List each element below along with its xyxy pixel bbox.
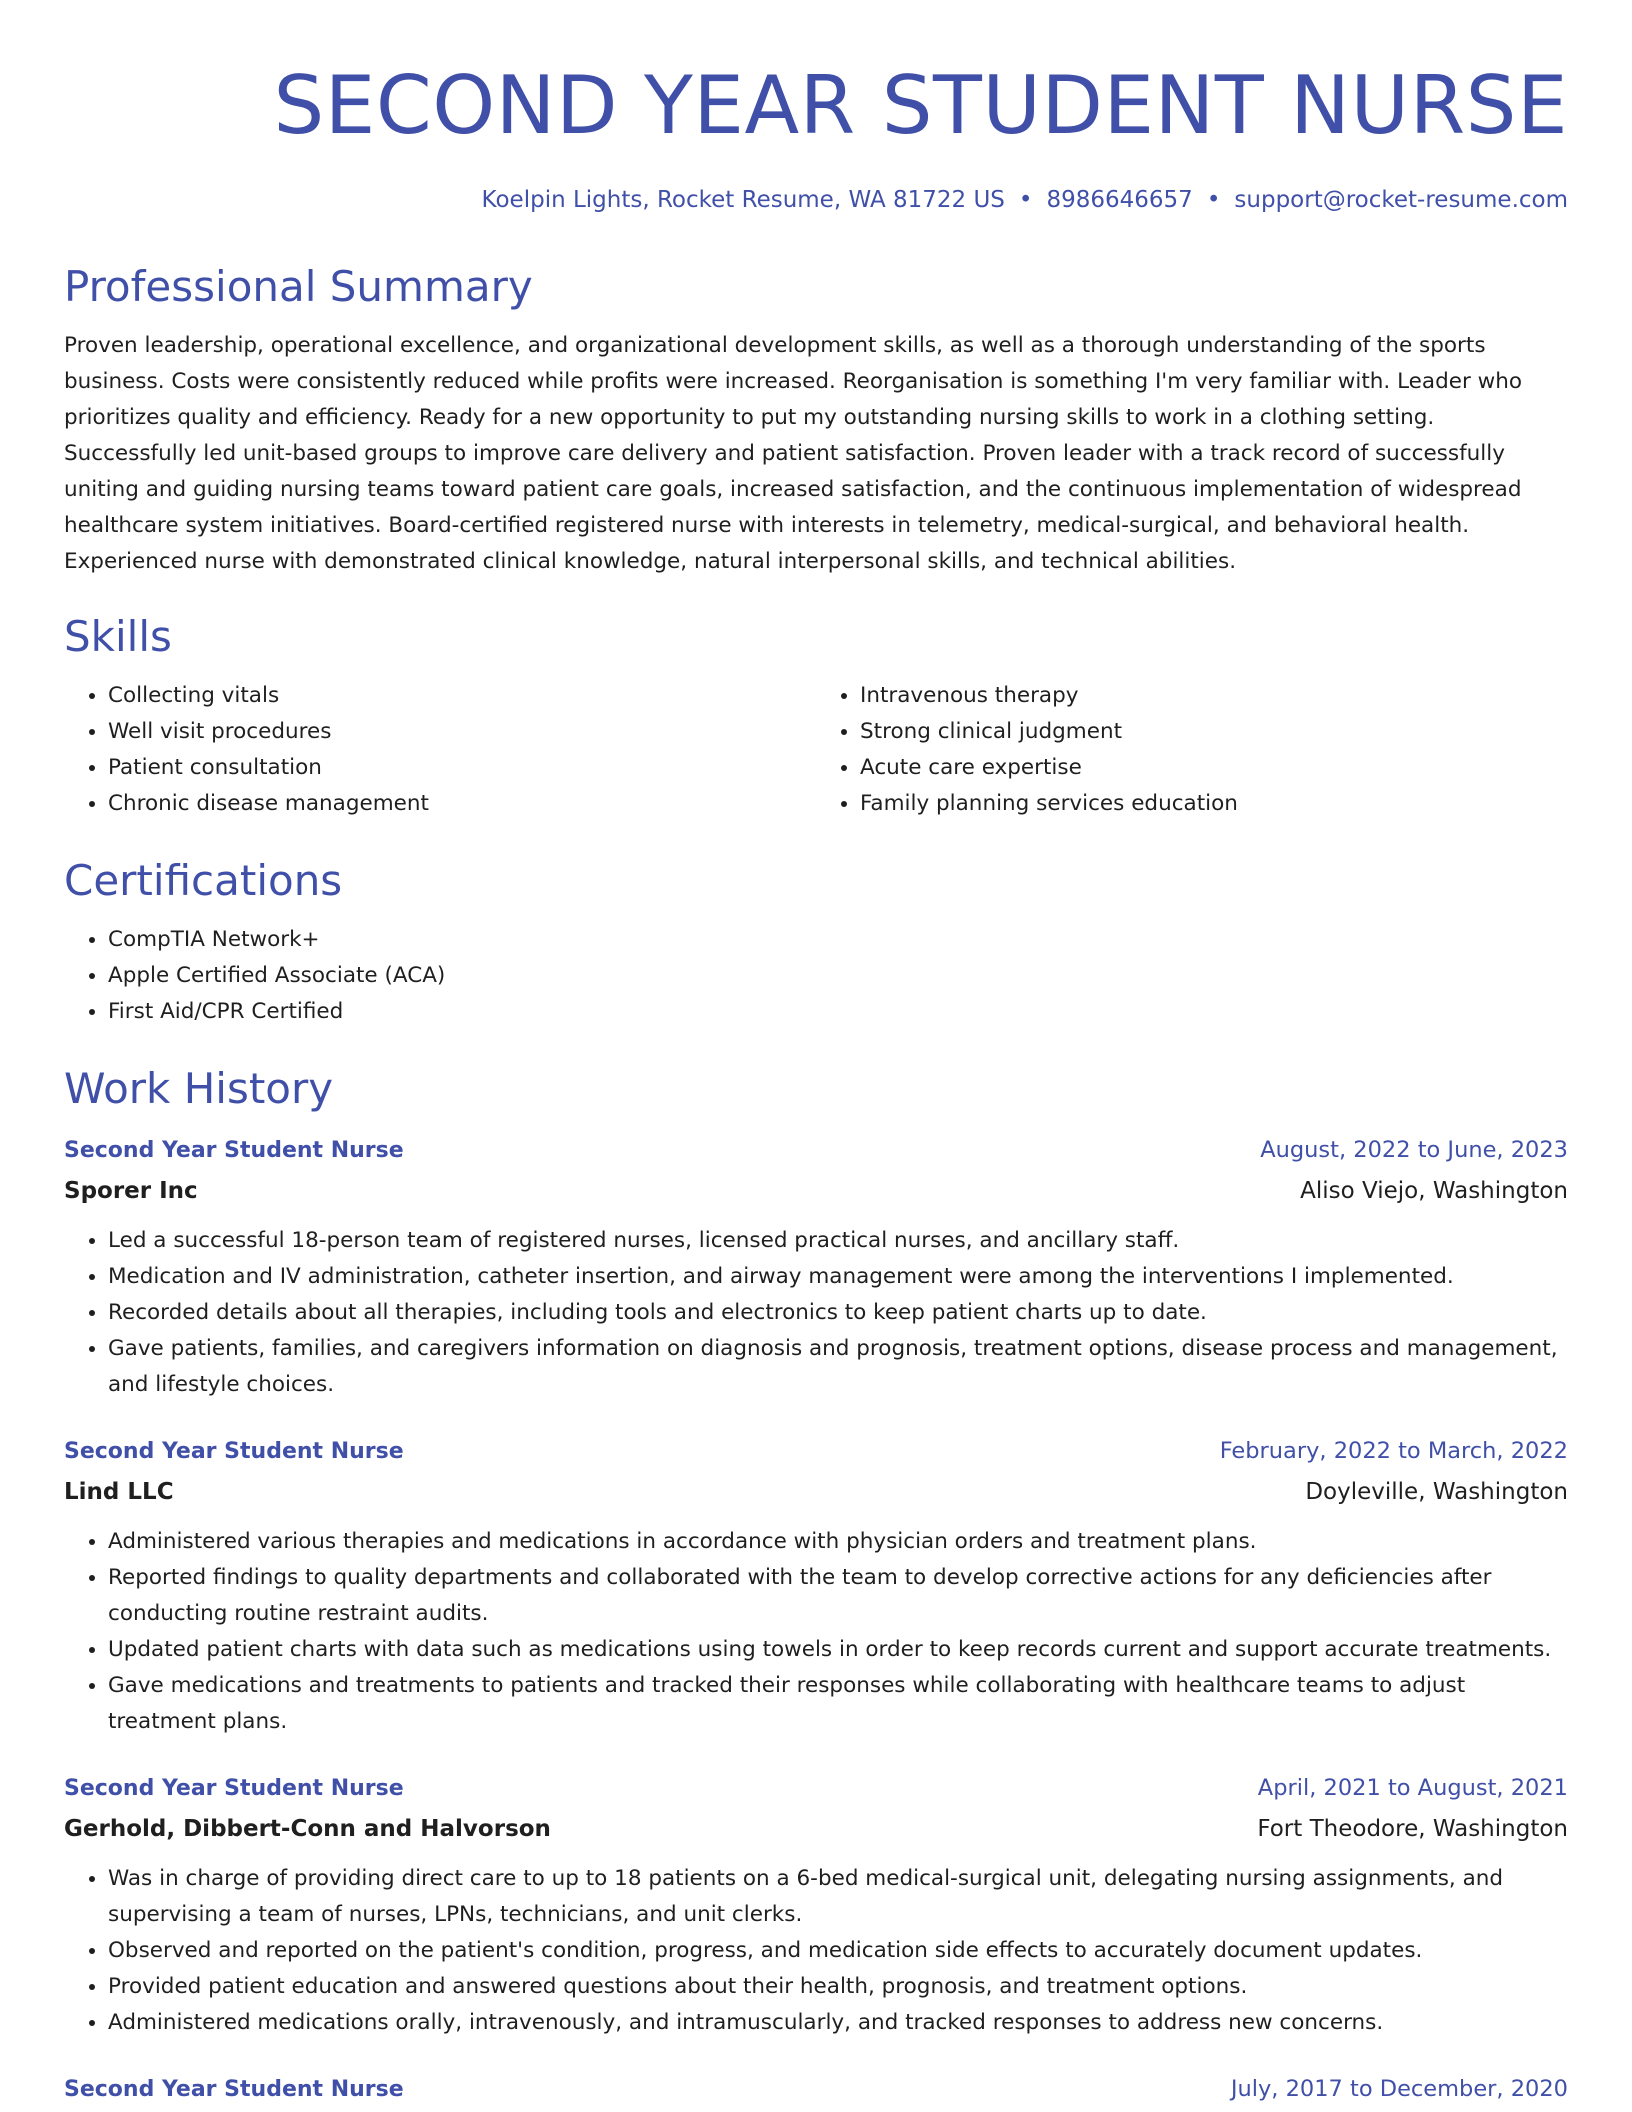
contact-separator: • <box>1206 187 1221 213</box>
job-title: Second Year Student Nurse <box>64 2077 404 2102</box>
job-bullet: • Medication and IV administration, catheter insertion, and airway management were among the interventions I implemented. <box>108 1259 1568 1295</box>
skills-column-left <box>64 678 816 822</box>
skill-item: • Strong clinical judgment <box>860 714 1568 750</box>
job-company: Gerhold, Dibbert-Conn and Halvorson <box>64 1816 551 1842</box>
job-title: Second Year Student Nurse <box>64 1776 404 1801</box>
job-title: Second Year Student Nurse <box>64 1138 404 1163</box>
job-bullet: • Provided patient education and answered questions about their health, prognosis, and treatment options. <box>108 1969 1568 2005</box>
skills-list <box>64 678 1568 822</box>
job-company: Lind LLC <box>64 1479 174 1505</box>
job-company-row <box>64 1809 1568 1849</box>
job-location: Aliso Viejo, Washington <box>1300 1178 1568 1204</box>
job-header-row <box>64 1130 1568 1171</box>
certification-item: • CompTIA Network+ <box>108 922 1568 958</box>
certifications-list <box>64 922 1568 1030</box>
skill-item: • Collecting vitals <box>108 678 816 714</box>
job-header-row <box>64 2069 1568 2110</box>
certifications-section <box>64 854 1568 1030</box>
job-header-row <box>64 1431 1568 1472</box>
skill-item: • Well visit procedures <box>108 714 816 750</box>
job-bullet: • Updated patient charts with data such as medications using towels in order to keep records current and support accurate treatments. <box>108 1632 1568 1668</box>
job-bullet: • Was in charge of providing direct care to up to 18 patients on a 6-bed medical-surgical unit, delegating nursing assignments, and supervising a team of nurses, LPNs, technicians, and unit clerks. <box>108 1861 1568 1933</box>
summary-text: Proven leadership, operational excellence, and organizational development skills, as well as a thorough understanding of the sports business. Costs were consistently reduced while profits were increased. Reorganisation is something I'm very familiar with. Leader who prioritizes quality and efficiency. Ready for a new opportunity to put my outstanding nursing skills to work in a clothing setting. Successfully led unit-based groups to improve care delivery and patient satisfaction. Proven leader with a track record of successfully uniting and guiding nursing teams toward patient care goals, increased satisfaction, and the continuous implementation of widespread healthcare system initiatives. Board-certified registered nurse with interests in telemetry, medical-surgical, and behavioral health. Experienced nurse with demonstrated clinical knowledge, natural interpersonal skills, and technical abilities. <box>64 333 1522 574</box>
work-history-heading: Work History <box>64 1064 334 1113</box>
job-bullet: • Observed and reported on the patient's condition, progress, and medication side effects to accurately document updates. <box>108 1933 1568 1969</box>
job-dates: April, 2021 to August, 2021 <box>1257 1775 1568 1801</box>
skill-item: • Patient consultation <box>108 750 816 786</box>
job-bullet: • Recorded details about all therapies, including tools and electronics to keep patient charts up to date. <box>108 1295 1568 1331</box>
job-bullet: • Gave medications and treatments to patients and tracked their responses while collaborating with healthcare teams to adjust treatment plans. <box>108 1668 1568 1740</box>
certifications-heading: Certifications <box>64 856 343 905</box>
job-dates: February, 2022 to March, 2022 <box>1219 1438 1568 1464</box>
job-entry <box>64 1768 1568 2041</box>
job-location: Doyleville, Washington <box>1305 1479 1568 1505</box>
summary-heading: Professional Summary <box>64 262 533 311</box>
job-dates: July, 2017 to December, 2020 <box>1230 2076 1568 2102</box>
job-bullets <box>64 1223 1568 1403</box>
resume-name: SECOND YEAR STUDENT NURSE <box>273 59 1568 152</box>
job-entry <box>64 1431 1568 1740</box>
skills-heading: Skills <box>64 612 172 661</box>
skill-item: • Family planning services education <box>860 786 1568 822</box>
contact-phone: 8986646657 <box>1046 187 1193 213</box>
contact-email[interactable]: support@rocket-resume.com <box>1234 187 1568 213</box>
job-bullets <box>64 1524 1568 1740</box>
job-company-row <box>64 1472 1568 1512</box>
job-bullets <box>64 1861 1568 2041</box>
job-header-row <box>64 1768 1568 1809</box>
job-entry <box>64 1130 1568 1403</box>
skill-item: • Chronic disease management <box>108 786 816 822</box>
contact-separator: • <box>1018 187 1033 213</box>
job-bullet: • Gave patients, families, and caregivers information on diagnosis and prognosis, treatment options, disease process and management, and lifestyle choices. <box>108 1331 1568 1403</box>
job-location: Fort Theodore, Washington <box>1257 1816 1568 1842</box>
job-company-row <box>64 1171 1568 1211</box>
job-bullet: • Administered various therapies and medications in accordance with physician orders and treatment plans. <box>108 1524 1568 1560</box>
job-dates: August, 2022 to June, 2023 <box>1260 1137 1568 1163</box>
job-bullet: • Reported findings to quality departments and collaborated with the team to develop corrective actions for any deficiencies after conducting routine restraint audits. <box>108 1560 1568 1632</box>
skill-item: • Acute care expertise <box>860 750 1568 786</box>
job-company: Sporer Inc <box>64 1178 198 1204</box>
job-title: Second Year Student Nurse <box>64 1439 404 1464</box>
job-bullet: • Administered medications orally, intravenously, and intramuscularly, and tracked responses to address new concerns. <box>108 2005 1568 2041</box>
certification-item: • First Aid/CPR Certified <box>108 994 1568 1030</box>
job-entry <box>64 2069 1568 2110</box>
skills-column-right <box>816 678 1568 822</box>
job-bullet: • Led a successful 18-person team of registered nurses, licensed practical nurses, and ancillary staff. <box>108 1223 1568 1259</box>
contact-address: Koelpin Lights, Rocket Resume, WA 81722 US <box>481 187 1005 213</box>
skill-item: • Intravenous therapy <box>860 678 1568 714</box>
contact-line <box>64 184 1568 216</box>
certification-item: • Apple Certified Associate (ACA) <box>108 958 1568 994</box>
